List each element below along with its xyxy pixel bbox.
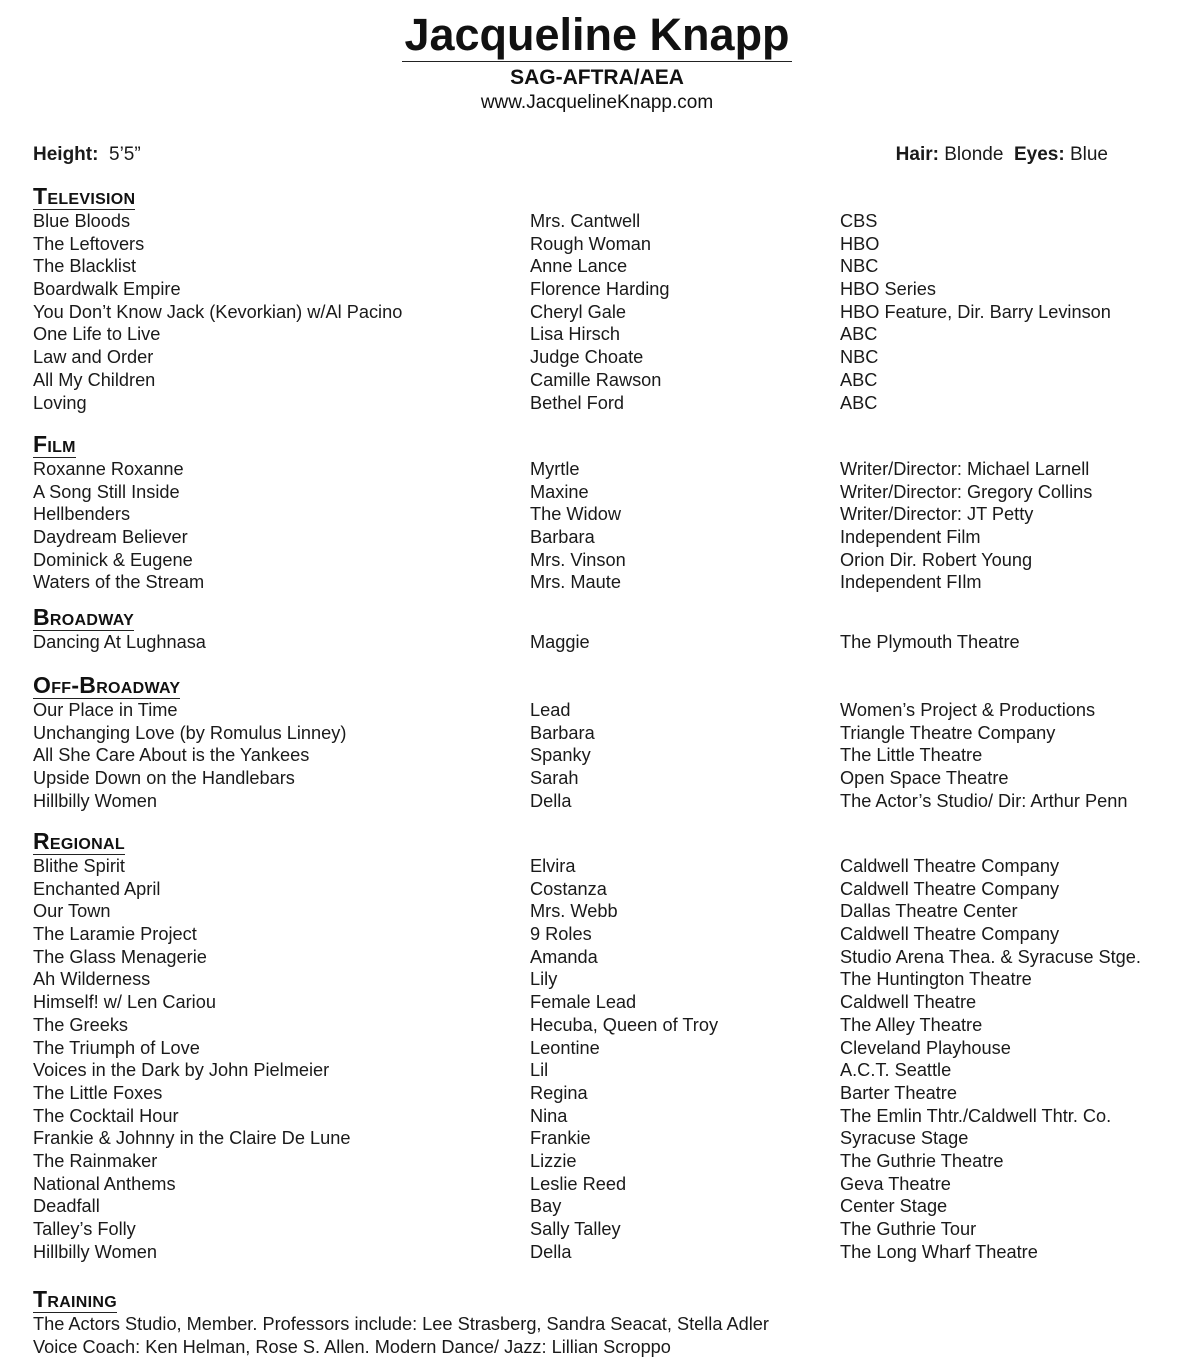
credit-role: Sarah xyxy=(530,768,579,789)
credit-project: Ah Wilderness xyxy=(33,969,151,990)
eyes-value: Blue xyxy=(1069,144,1108,165)
hair-value: Blonde xyxy=(944,144,1004,165)
credit-project: Law and Order xyxy=(33,347,154,368)
credit-role: Amanda xyxy=(530,946,598,967)
credit-row xyxy=(33,1105,1173,1128)
section-off-broadway xyxy=(33,672,1173,812)
credit-company: The Plymouth Theatre xyxy=(840,632,1020,652)
credit-project: Hillbilly Women xyxy=(33,1241,157,1262)
credit-role: Mrs. Cantwell xyxy=(530,211,641,231)
credit-project: Boardwalk Empire xyxy=(33,279,181,300)
credit-project: Frankie & Johnny in the Claire De Lune xyxy=(33,1128,351,1149)
section-title: Film xyxy=(33,431,76,457)
credit-row xyxy=(33,526,1173,549)
credit-row xyxy=(33,233,1173,256)
credit-row xyxy=(33,1059,1173,1082)
credit-role: Camille Rawson xyxy=(530,369,662,390)
credit-role: Judge Choate xyxy=(530,347,644,368)
credit-row xyxy=(33,631,1173,654)
credit-role: Rough Woman xyxy=(530,233,651,254)
credit-project: All My Children xyxy=(33,369,156,390)
credit-role: Barbara xyxy=(530,722,595,743)
credit-row xyxy=(33,1127,1173,1150)
credit-row xyxy=(33,1037,1173,1060)
credit-list xyxy=(33,631,1173,654)
credit-company: Geva Theatre xyxy=(840,1173,951,1194)
credit-role: Female Lead xyxy=(530,992,637,1013)
credit-company: HBO Feature, Dir. Barry Levinson xyxy=(840,301,1111,322)
credit-company: Caldwell Theatre Company xyxy=(840,878,1060,899)
credit-role: Spanky xyxy=(530,745,591,766)
credit-row xyxy=(33,369,1173,392)
credit-role: Della xyxy=(530,790,572,811)
credit-project: Voices in the Dark by John Pielmeier xyxy=(33,1060,330,1081)
credit-role: Nina xyxy=(530,1105,568,1126)
section-title: Off-Broadway xyxy=(33,672,181,698)
credit-row xyxy=(33,571,1173,594)
section-television xyxy=(33,183,1173,414)
credit-project: Our Place in Time xyxy=(33,700,178,720)
credit-row xyxy=(33,458,1173,481)
credit-row xyxy=(33,946,1173,969)
credit-role: Barbara xyxy=(530,527,595,548)
training-line: The Actors Studio, Member. Professors include: Lee Strasberg, Sandra Seacat, Stella Adler xyxy=(33,1314,769,1334)
credit-role: Leontine xyxy=(530,1037,600,1058)
credit-project: The Rainmaker xyxy=(33,1150,158,1171)
credit-project: All She Care About is the Yankees xyxy=(33,745,310,766)
credit-project: The Leftovers xyxy=(33,233,145,254)
credit-row xyxy=(33,210,1173,233)
credit-company: Writer/Director: JT Petty xyxy=(840,504,1034,525)
credit-row xyxy=(33,1014,1173,1037)
credit-project: A Song Still Inside xyxy=(33,481,180,502)
credit-role: Lisa Hirsch xyxy=(530,324,620,345)
credit-company: Writer/Director: Gregory Collins xyxy=(840,481,1093,502)
credit-row xyxy=(33,278,1173,301)
credit-company: ABC xyxy=(840,392,878,413)
credit-company: Triangle Theatre Company xyxy=(840,722,1056,743)
credit-project: Dominick & Eugene xyxy=(33,549,193,570)
union-affiliation: SAG-AFTRA/AEA xyxy=(510,66,684,89)
credit-row xyxy=(33,900,1173,923)
credit-role: Leslie Reed xyxy=(530,1173,627,1194)
credit-role: Mrs. Webb xyxy=(530,901,618,922)
credit-project: The Greeks xyxy=(33,1014,129,1035)
credit-row xyxy=(33,878,1173,901)
credit-company: Barter Theatre xyxy=(840,1082,957,1103)
credit-row xyxy=(33,790,1173,813)
credit-project: Deadfall xyxy=(33,1196,100,1217)
credit-project: Blithe Spirit xyxy=(33,856,125,876)
credit-row xyxy=(33,1082,1173,1105)
credit-row xyxy=(33,767,1173,790)
credit-row xyxy=(33,968,1173,991)
credit-company: The Emlin Thtr./Caldwell Thtr. Co. xyxy=(840,1105,1112,1126)
credit-role: Frankie xyxy=(530,1128,591,1149)
eyes-label: Eyes: xyxy=(1013,144,1065,165)
credit-row xyxy=(33,699,1173,722)
credit-role: Maxine xyxy=(530,481,589,502)
credit-company: The Actor’s Studio/ Dir: Arthur Penn xyxy=(840,790,1128,811)
section-title: Broadway xyxy=(33,604,135,630)
credit-project: Dancing At Lughnasa xyxy=(33,632,206,652)
credit-project: Unchanging Love (by Romulus Linney) xyxy=(33,722,347,743)
credit-role: Lead xyxy=(530,700,571,720)
hair-eyes-stat xyxy=(896,143,1108,167)
credit-project: Hellbenders xyxy=(33,504,131,525)
credit-role: Sally Talley xyxy=(530,1219,621,1239)
credit-company: Writer/Director: Michael Larnell xyxy=(840,459,1090,479)
height-label: Height: xyxy=(33,144,99,165)
credit-project: Enchanted April xyxy=(33,878,161,899)
credit-role: Lil xyxy=(530,1060,549,1081)
credit-row xyxy=(33,481,1173,504)
credit-company: Caldwell Theatre Company xyxy=(840,924,1060,945)
credit-list xyxy=(33,458,1173,594)
credit-company: HBO xyxy=(840,233,880,254)
section-title: Television xyxy=(33,183,136,209)
credit-role: Costanza xyxy=(530,878,607,899)
height-value: 5’5” xyxy=(109,144,141,165)
credit-role: Lily xyxy=(530,969,558,990)
credit-company: Independent Film xyxy=(840,527,981,548)
hair-label: Hair: xyxy=(895,144,939,165)
credit-project: Talley’s Folly xyxy=(33,1219,136,1239)
credit-company: The Huntington Theatre xyxy=(840,969,1032,990)
credit-project: Blue Bloods xyxy=(33,211,131,231)
credit-project: Upside Down on the Handlebars xyxy=(33,768,295,789)
credit-row xyxy=(33,855,1173,878)
credit-company: The Little Theatre xyxy=(840,745,983,766)
credit-company: Cleveland Playhouse xyxy=(840,1037,1011,1058)
section-title: Regional xyxy=(33,828,125,854)
credit-project: The Laramie Project xyxy=(33,924,197,945)
credit-company: Women’s Project & Productions xyxy=(840,700,1096,720)
credit-role: Bay xyxy=(530,1196,562,1217)
credit-row xyxy=(33,1241,1173,1264)
credit-role: Mrs. Maute xyxy=(530,572,621,593)
credit-role: Myrtle xyxy=(530,459,580,479)
credit-role: Maggie xyxy=(530,632,590,652)
credit-company: ABC xyxy=(840,324,878,345)
credit-project: Hillbilly Women xyxy=(33,790,157,811)
credit-row xyxy=(33,744,1173,767)
credit-company: The Alley Theatre xyxy=(840,1014,983,1035)
credit-project: The Little Foxes xyxy=(33,1082,163,1103)
credit-role: Anne Lance xyxy=(530,256,628,277)
credit-list xyxy=(33,855,1173,1263)
resume-header xyxy=(0,10,1194,116)
credit-company: Studio Arena Thea. & Syracuse Stge. xyxy=(840,946,1141,967)
section-training xyxy=(33,1286,1173,1358)
credit-project: Our Town xyxy=(33,901,111,922)
credit-project: National Anthems xyxy=(33,1173,176,1194)
credit-role: Mrs. Vinson xyxy=(530,549,626,570)
credit-company: The Guthrie Tour xyxy=(840,1219,977,1239)
credit-row xyxy=(33,923,1173,946)
credit-company: Caldwell Theatre Company xyxy=(840,856,1060,876)
credit-row xyxy=(33,1195,1173,1218)
credit-row xyxy=(33,1218,1173,1241)
section-regional xyxy=(33,828,1173,1263)
credit-company: The Guthrie Theatre xyxy=(840,1150,1004,1171)
credit-row xyxy=(33,255,1173,278)
credit-project: You Don’t Know Jack (Kevorkian) w/Al Pacino xyxy=(33,301,403,322)
credit-project: One Life to Live xyxy=(33,324,161,345)
credit-row xyxy=(33,392,1173,415)
height-stat xyxy=(33,143,141,167)
credit-company: Independent FIlm xyxy=(840,572,982,593)
credit-row xyxy=(33,1173,1173,1196)
section-film xyxy=(33,431,1173,594)
website-link[interactable]: www.JacquelineKnapp.com xyxy=(480,92,714,113)
credit-role: 9 Roles xyxy=(530,924,592,945)
credit-role: Della xyxy=(530,1241,572,1262)
credit-company: HBO Series xyxy=(840,279,937,300)
credit-project: Loving xyxy=(33,392,87,413)
credit-row xyxy=(33,301,1173,324)
credit-company: Caldwell Theatre xyxy=(840,992,977,1013)
credit-project: Daydream Believer xyxy=(33,527,188,548)
credit-project: Waters of the Stream xyxy=(33,572,205,593)
credit-company: Dallas Theatre Center xyxy=(840,901,1018,922)
credit-company: The Long Wharf Theatre xyxy=(840,1241,1038,1262)
credit-company: Open Space Theatre xyxy=(840,768,1009,789)
credit-project: The Cocktail Hour xyxy=(33,1105,179,1126)
credit-company: NBC xyxy=(840,347,879,368)
credit-role: Hecuba, Queen of Troy xyxy=(530,1014,719,1035)
credit-list xyxy=(33,699,1173,812)
credit-company: Syracuse Stage xyxy=(840,1128,969,1149)
credit-company: A.C.T. Seattle xyxy=(840,1060,952,1081)
credit-role: Lizzie xyxy=(530,1150,577,1171)
credit-row xyxy=(33,323,1173,346)
credit-company: CBS xyxy=(840,211,878,231)
credit-company: ABC xyxy=(840,369,878,390)
credit-list xyxy=(33,210,1173,414)
credit-role: Elvira xyxy=(530,856,576,876)
training-line: Voice Coach: Ken Helman, Rose S. Allen. Modern Dance/ Jazz: Lillian Scroppo xyxy=(33,1336,671,1357)
credit-role: The Widow xyxy=(530,504,621,525)
section-broadway xyxy=(33,604,1173,654)
credit-role: Florence Harding xyxy=(530,279,670,300)
credit-row xyxy=(33,503,1173,526)
credit-company: Center Stage xyxy=(840,1196,948,1217)
credit-role: Cheryl Gale xyxy=(530,301,627,322)
credit-role: Regina xyxy=(530,1082,588,1103)
credit-company: Orion Dir. Robert Young xyxy=(840,549,1033,570)
section-title: Training xyxy=(33,1286,118,1312)
credit-project: The Blacklist xyxy=(33,256,137,277)
credit-company: NBC xyxy=(840,256,879,277)
credit-role: Bethel Ford xyxy=(530,392,625,413)
credit-project: Roxanne Roxanne xyxy=(33,459,184,479)
actor-name: Jacqueline Knapp xyxy=(404,9,790,60)
credit-row xyxy=(33,346,1173,369)
credit-project: The Triumph of Love xyxy=(33,1037,200,1058)
credit-row xyxy=(33,1150,1173,1173)
credit-project: Himself! w/ Len Cariou xyxy=(33,992,216,1013)
credit-row xyxy=(33,549,1173,572)
credit-row xyxy=(33,991,1173,1014)
credit-project: The Glass Menagerie xyxy=(33,946,207,967)
credit-row xyxy=(33,722,1173,745)
